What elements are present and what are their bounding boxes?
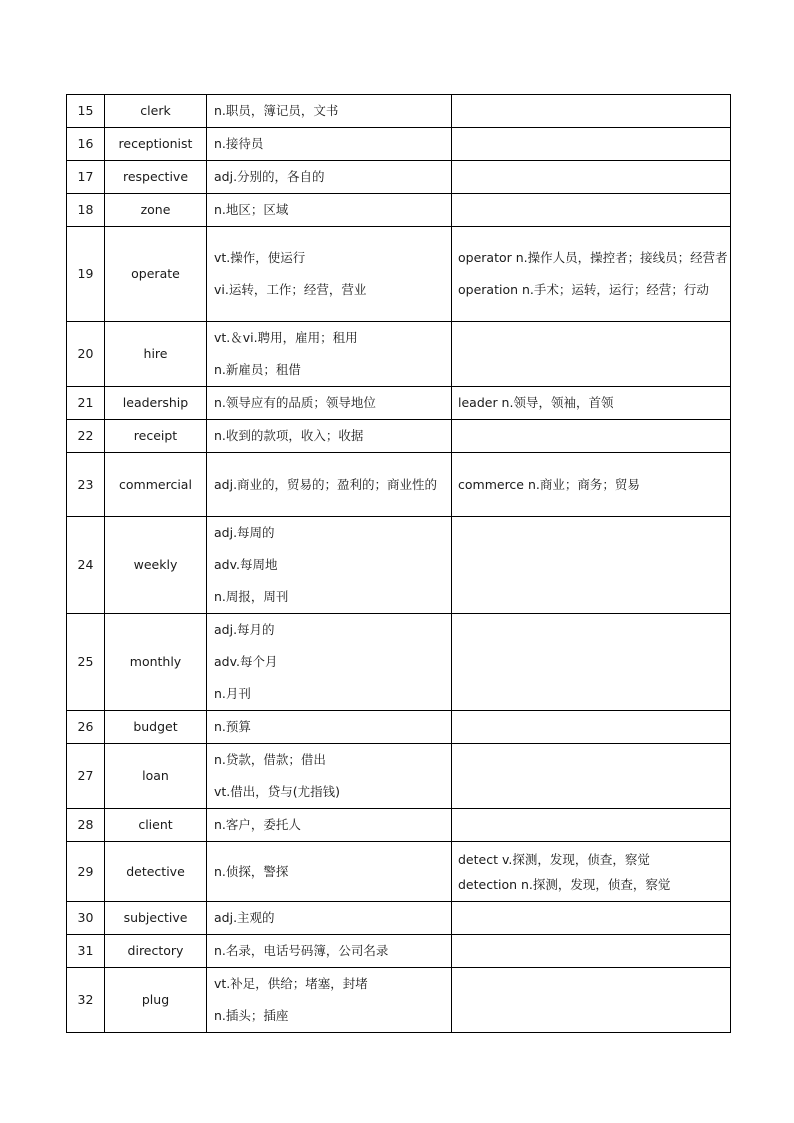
table-row: [67, 322, 731, 387]
entry-word: client: [105, 809, 207, 842]
entry-derived-forms: [452, 711, 731, 744]
entry-derived-forms: [452, 935, 731, 968]
entry-derived-forms: [452, 161, 731, 194]
entry-number: 27: [67, 744, 105, 809]
entry-number: 16: [67, 128, 105, 161]
entry-meaning: [207, 809, 452, 842]
entry-number: 19: [67, 227, 105, 322]
entry-number: 17: [67, 161, 105, 194]
meaning-line: n.名录，电话号码簿，公司名录: [214, 943, 389, 958]
entry-word: operate: [105, 227, 207, 322]
derived-line: leader n.领导，领袖，首领: [458, 395, 614, 410]
meaning-line: n.领导应有的品质；领导地位: [214, 395, 376, 410]
entry-word: budget: [105, 711, 207, 744]
meaning-line: n.插头；插座: [214, 1008, 289, 1023]
table-row: [67, 194, 731, 227]
table-row: [67, 420, 731, 453]
meaning-line: adj.每周的: [214, 525, 275, 540]
table-row: [67, 711, 731, 744]
entry-word: leadership: [105, 387, 207, 420]
entry-meaning: [207, 744, 452, 809]
derived-line: detect v.探测，发现，侦查，察觉: [458, 851, 650, 867]
meaning-line: vt.操作，使运行: [214, 250, 306, 265]
entry-word: loan: [105, 744, 207, 809]
meaning-line: n.接待员: [214, 136, 264, 151]
entry-derived-forms: [452, 128, 731, 161]
entry-derived-forms: [452, 517, 731, 614]
table-row: [67, 517, 731, 614]
entry-word: clerk: [105, 95, 207, 128]
meaning-line: vi.运转，工作；经营，营业: [214, 282, 367, 297]
table-row: [67, 227, 731, 322]
meaning-line: n.职员，簿记员，文书: [214, 103, 339, 118]
entry-derived-forms: [452, 420, 731, 453]
derived-line: operation n.手术；运转，运行；经营；行动: [458, 282, 709, 297]
entry-derived-forms: [452, 842, 731, 902]
meaning-line: adv.每个月: [214, 654, 278, 669]
entry-meaning: [207, 614, 452, 711]
entry-number: 25: [67, 614, 105, 711]
entry-word: hire: [105, 322, 207, 387]
entry-meaning: [207, 935, 452, 968]
meaning-line: n.侦探，警探: [214, 863, 289, 879]
entry-meaning: [207, 902, 452, 935]
meaning-line: n.地区；区域: [214, 202, 289, 217]
entry-number: 15: [67, 95, 105, 128]
entry-derived-forms: [452, 453, 731, 517]
entry-word: weekly: [105, 517, 207, 614]
meaning-line: n.预算: [214, 719, 251, 734]
derived-line: operator n.操作人员，操控者；接线员；经营者: [458, 250, 728, 265]
meaning-line: adj.商业的，贸易的；盈利的；商业性的: [214, 476, 438, 492]
entry-meaning: [207, 453, 452, 517]
entry-meaning: [207, 227, 452, 322]
meaning-line: n.周报，周刊: [214, 589, 289, 604]
entry-derived-forms: [452, 614, 731, 711]
entry-meaning: [207, 387, 452, 420]
table-row: [67, 614, 731, 711]
entry-meaning: [207, 161, 452, 194]
table-row: [67, 902, 731, 935]
table-row: [67, 968, 731, 1033]
entry-meaning: [207, 194, 452, 227]
table-row: [67, 453, 731, 517]
table-row: [67, 744, 731, 809]
entry-number: 22: [67, 420, 105, 453]
meaning-line: vt.补足，供给；堵塞，封堵: [214, 976, 368, 991]
meaning-line: n.收到的款项，收入；收据: [214, 428, 364, 443]
entry-number: 29: [67, 842, 105, 902]
entry-meaning: [207, 842, 452, 902]
entry-word: plug: [105, 968, 207, 1033]
meaning-line: vt.＆vi.聘用，雇用；租用: [214, 330, 358, 345]
meaning-line: adv.每周地: [214, 557, 278, 572]
entry-word: receipt: [105, 420, 207, 453]
entry-meaning: [207, 95, 452, 128]
meaning-line: adj.主观的: [214, 910, 275, 925]
entry-number: 23: [67, 453, 105, 517]
entry-word: subjective: [105, 902, 207, 935]
entry-number: 24: [67, 517, 105, 614]
meaning-line: vt.借出，贷与(尤指钱): [214, 784, 341, 799]
entry-number: 21: [67, 387, 105, 420]
entry-meaning: [207, 322, 452, 387]
derived-line: detection n.探测，发现，侦查，察觉: [458, 876, 671, 892]
derived-line: commerce n.商业；商务；贸易: [458, 476, 640, 492]
table-row: [67, 95, 731, 128]
entry-derived-forms: [452, 744, 731, 809]
entry-number: 26: [67, 711, 105, 744]
entry-derived-forms: [452, 902, 731, 935]
table-row: [67, 387, 731, 420]
entry-word: detective: [105, 842, 207, 902]
entry-meaning: [207, 128, 452, 161]
entry-derived-forms: [452, 194, 731, 227]
entry-number: 30: [67, 902, 105, 935]
entry-meaning: [207, 711, 452, 744]
entry-word: monthly: [105, 614, 207, 711]
table-row: [67, 128, 731, 161]
meaning-line: adj.每月的: [214, 622, 275, 637]
table-row: [67, 842, 731, 902]
meaning-line: n.新雇员；租借: [214, 362, 301, 377]
entry-derived-forms: [452, 387, 731, 420]
entry-derived-forms: [452, 809, 731, 842]
table-row: [67, 809, 731, 842]
entry-derived-forms: [452, 968, 731, 1033]
entry-number: 32: [67, 968, 105, 1033]
vocabulary-table: [66, 94, 731, 1033]
meaning-line: adj.分别的，各自的: [214, 169, 325, 184]
entry-number: 18: [67, 194, 105, 227]
table-row: [67, 161, 731, 194]
meaning-line: n.贷款，借款；借出: [214, 752, 326, 767]
entry-number: 28: [67, 809, 105, 842]
entry-derived-forms: [452, 227, 731, 322]
entry-derived-forms: [452, 322, 731, 387]
meaning-line: n.月刊: [214, 686, 251, 701]
entry-word: respective: [105, 161, 207, 194]
entry-derived-forms: [452, 95, 731, 128]
entry-meaning: [207, 968, 452, 1033]
entry-meaning: [207, 517, 452, 614]
entry-word: zone: [105, 194, 207, 227]
entry-word: receptionist: [105, 128, 207, 161]
entry-word: directory: [105, 935, 207, 968]
entry-word: commercial: [105, 453, 207, 517]
entry-number: 31: [67, 935, 105, 968]
meaning-line: n.客户，委托人: [214, 817, 301, 832]
entry-meaning: [207, 420, 452, 453]
vocabulary-table-body: [67, 95, 731, 1033]
table-row: [67, 935, 731, 968]
entry-number: 20: [67, 322, 105, 387]
